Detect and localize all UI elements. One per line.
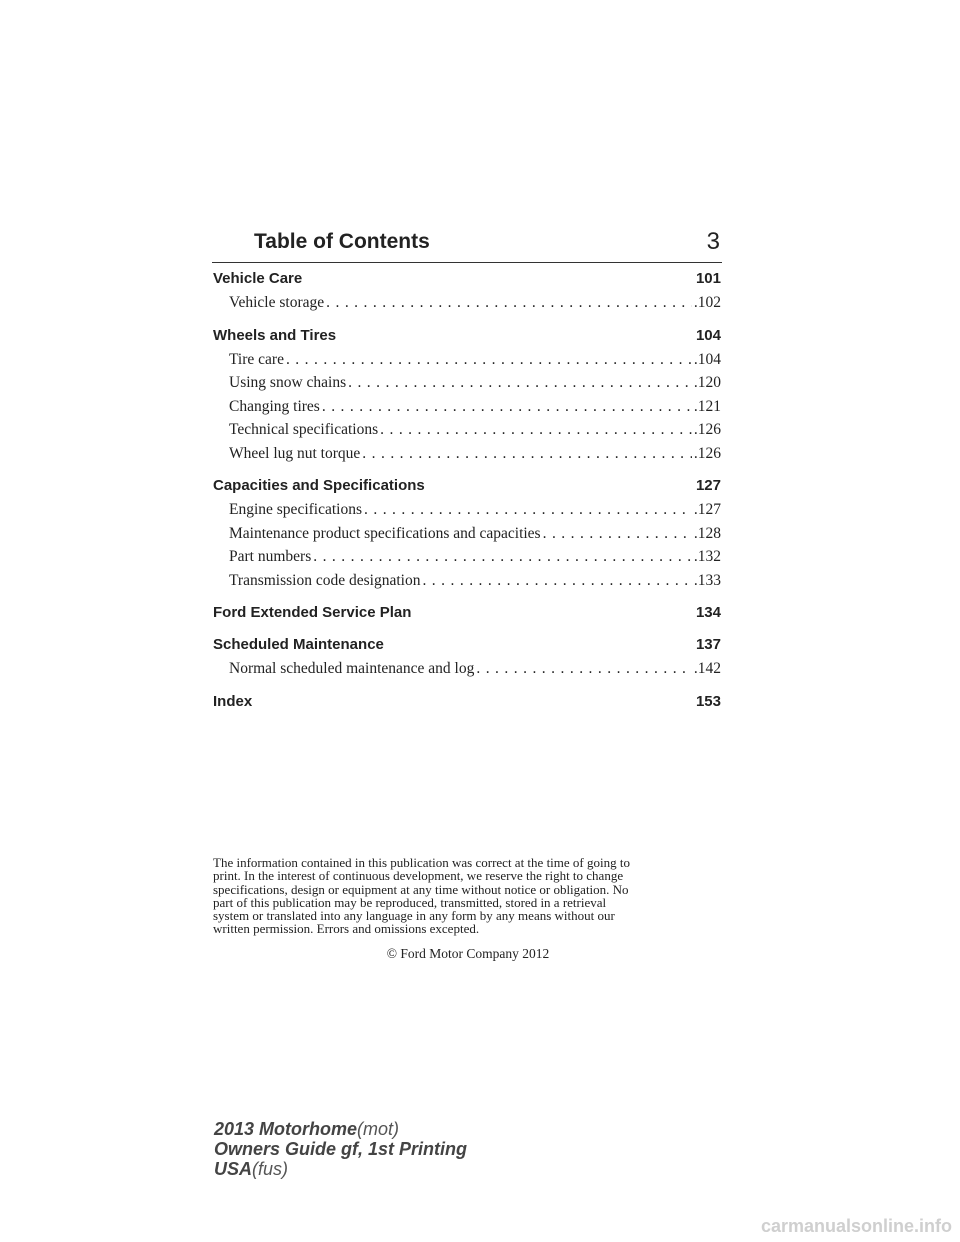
entry-label: Wheel lug nut torque bbox=[229, 444, 361, 462]
section-page: 101 bbox=[695, 270, 721, 287]
entry-page: .127 bbox=[693, 501, 721, 518]
dot-leader bbox=[322, 395, 692, 419]
entry-page: .104 bbox=[693, 350, 721, 368]
table-of-contents bbox=[213, 268, 721, 713]
entry-page: .121 bbox=[693, 397, 721, 415]
disclaimer-line: print. In the interest of continuous development, we reserve the right to change bbox=[213, 868, 624, 884]
section-heading[interactable] bbox=[213, 634, 721, 656]
dot-leader bbox=[476, 657, 692, 681]
entry-page: .102 bbox=[693, 294, 721, 311]
toc-entry[interactable] bbox=[213, 498, 721, 522]
section-page: 134 bbox=[695, 604, 721, 621]
toc-entry[interactable] bbox=[213, 657, 721, 681]
dot-leader bbox=[543, 522, 692, 546]
section-title: Vehicle Care bbox=[213, 270, 303, 287]
toc-entry[interactable] bbox=[213, 418, 721, 442]
entry-page: .132 bbox=[693, 548, 721, 565]
section-page: 153 bbox=[695, 692, 721, 710]
section-title: Index bbox=[213, 692, 253, 710]
footer-market: USA bbox=[214, 1159, 253, 1179]
toc-entry[interactable] bbox=[213, 371, 721, 395]
disclaimer-line: system or translated into any language in any form by any means without our bbox=[213, 908, 615, 924]
entry-page: .120 bbox=[693, 374, 721, 391]
entry-label: Using snow chains bbox=[229, 374, 347, 391]
entry-label: Normal scheduled maintenance and log bbox=[229, 660, 475, 677]
copyright-notice: © Ford Motor Company 2012 bbox=[386, 946, 550, 961]
disclaimer-line: written permission. Errors and omissions excepted. bbox=[213, 921, 480, 937]
entry-label: Vehicle storage bbox=[229, 294, 325, 311]
section-page: 104 bbox=[695, 326, 721, 344]
dot-leader bbox=[348, 371, 692, 395]
entry-label: Part numbers bbox=[229, 548, 312, 565]
toc-section-wheels-and-tires bbox=[213, 325, 721, 466]
entry-page: .128 bbox=[693, 524, 721, 542]
section-title: Wheels and Tires bbox=[213, 326, 337, 344]
section-title: Capacities and Specifications bbox=[213, 477, 425, 494]
entry-label: Tire care bbox=[229, 350, 284, 368]
page-number: 3 bbox=[706, 228, 720, 255]
section-heading[interactable] bbox=[213, 602, 721, 624]
entry-label: Changing tires bbox=[229, 397, 320, 415]
toc-section-capacities-and-specifications bbox=[213, 475, 721, 592]
entry-page: .142 bbox=[693, 660, 721, 677]
footer-market-code: (fus) bbox=[252, 1159, 289, 1179]
section-heading[interactable] bbox=[213, 268, 721, 290]
entry-page: .133 bbox=[693, 571, 721, 589]
section-heading[interactable] bbox=[213, 475, 721, 497]
toc-entry[interactable] bbox=[213, 569, 721, 593]
section-title: Scheduled Maintenance bbox=[213, 636, 384, 653]
entry-label: Engine specifications bbox=[229, 501, 362, 518]
dot-leader bbox=[380, 418, 692, 442]
entry-page: .126 bbox=[693, 444, 721, 462]
toc-section-scheduled-maintenance bbox=[213, 634, 721, 681]
toc-entry[interactable] bbox=[213, 442, 721, 466]
entry-label: Transmission code designation bbox=[229, 571, 421, 589]
section-heading[interactable] bbox=[213, 325, 721, 347]
section-heading[interactable] bbox=[213, 691, 721, 713]
disclaimer-text bbox=[213, 856, 723, 936]
section-title: Ford Extended Service Plan bbox=[213, 604, 412, 621]
toc-entry[interactable] bbox=[213, 522, 721, 546]
section-page: 127 bbox=[695, 477, 721, 494]
entry-label: Technical specifications bbox=[229, 421, 379, 438]
dot-leader bbox=[313, 545, 692, 569]
section-page: 137 bbox=[695, 636, 721, 653]
toc-section-vehicle-care bbox=[213, 268, 721, 315]
entry-label: Maintenance product specifications and capacities bbox=[229, 524, 541, 542]
print-footer bbox=[214, 1119, 467, 1179]
dot-leader bbox=[286, 348, 692, 372]
page-title: Table of Contents bbox=[254, 230, 430, 253]
disclaimer-line: specifications, design or equipment at any time without notice or obligation. No bbox=[213, 881, 629, 897]
dot-leader bbox=[364, 498, 692, 522]
toc-section-ford-extended-service-plan bbox=[213, 602, 721, 624]
footer-model-code: (mot) bbox=[357, 1119, 400, 1139]
disclaimer-line: The information contained in this publication was correct at the time of going to bbox=[213, 855, 630, 870]
page-header bbox=[212, 228, 722, 263]
toc-entry[interactable] bbox=[213, 291, 721, 315]
toc-entry[interactable] bbox=[213, 545, 721, 569]
dot-leader bbox=[326, 291, 692, 315]
watermark: carmanualsonline.info bbox=[760, 1216, 952, 1236]
disclaimer-line: part of this publication may be reproduced, transmitted, stored in a retrieval bbox=[213, 894, 607, 910]
dot-leader bbox=[362, 442, 692, 466]
toc-entry[interactable] bbox=[213, 348, 721, 372]
toc-section-index bbox=[213, 691, 721, 713]
toc-entry[interactable] bbox=[213, 395, 721, 419]
footer-printing: Owners Guide gf, 1st Printing bbox=[214, 1139, 468, 1159]
footer-model: 2013 Motorhome bbox=[214, 1119, 358, 1139]
entry-page: .126 bbox=[693, 421, 721, 438]
dot-leader bbox=[422, 569, 691, 593]
